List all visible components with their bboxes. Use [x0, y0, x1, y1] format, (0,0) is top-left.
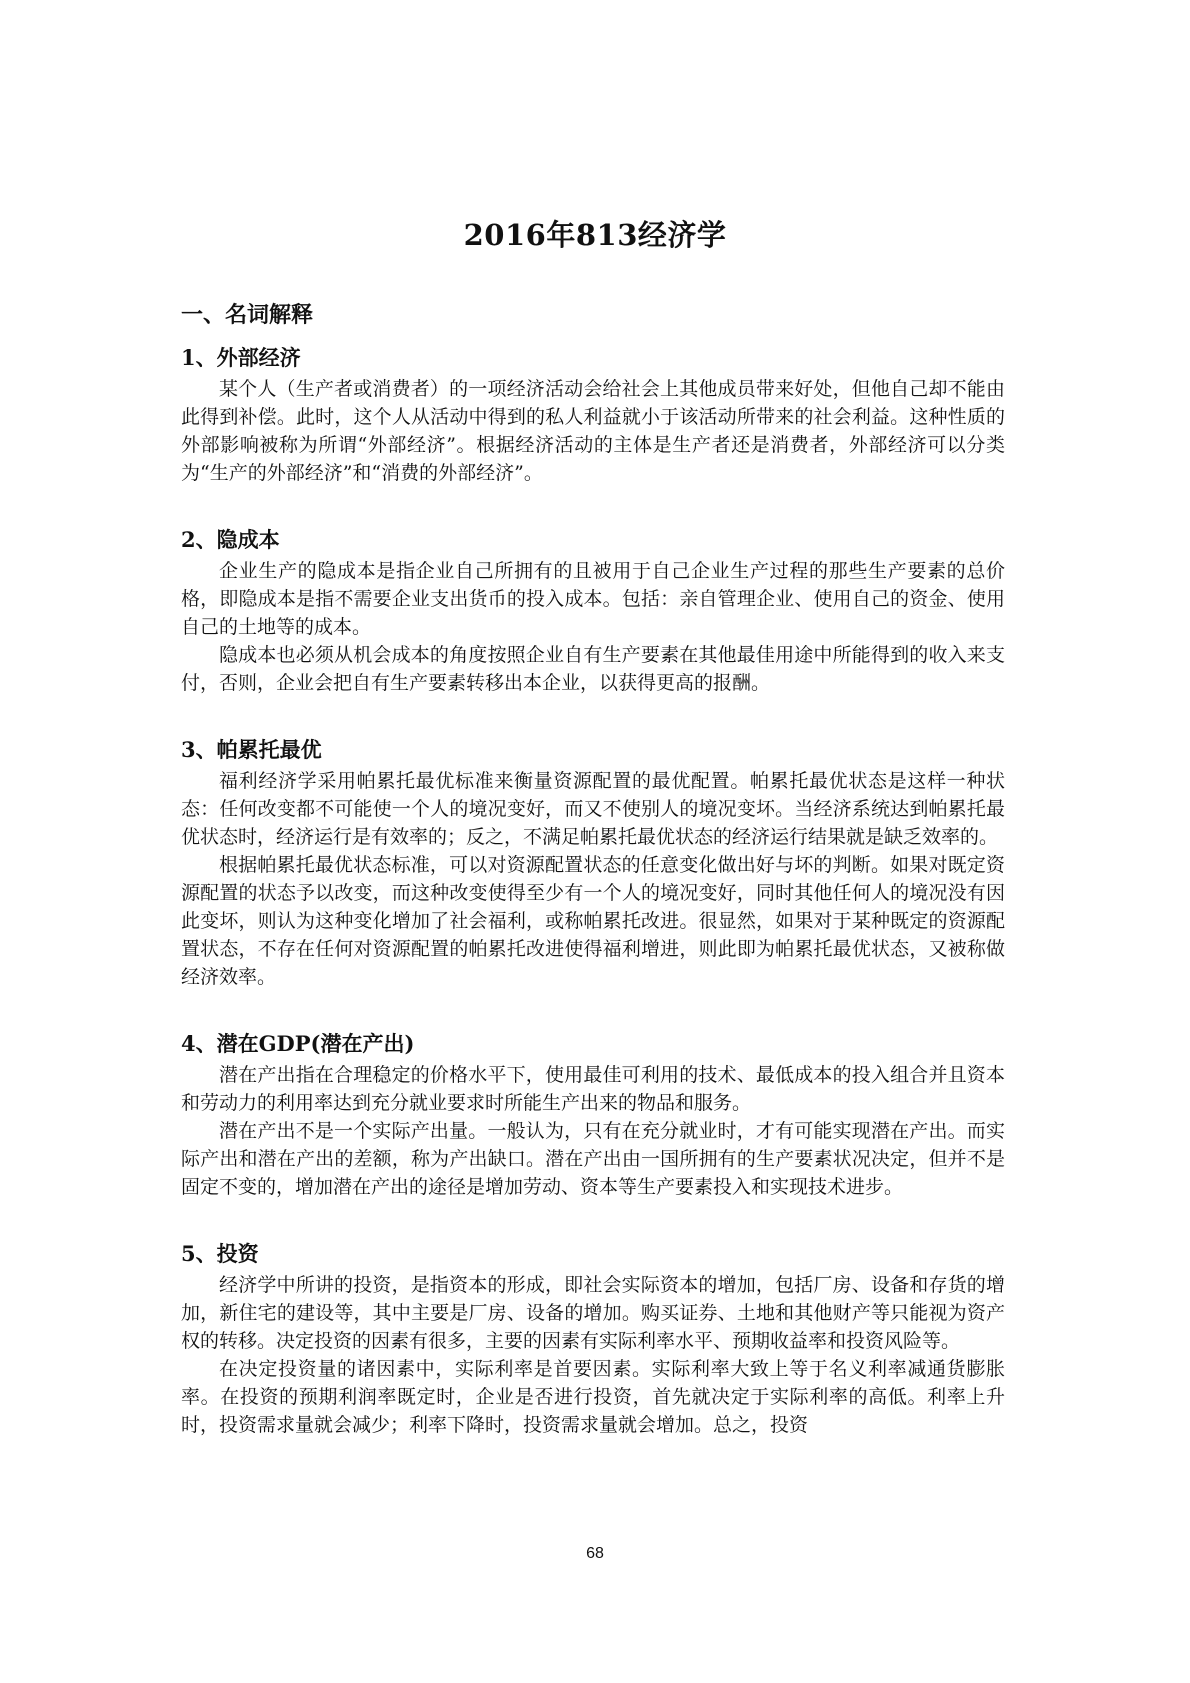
- term-paragraph: 潜在产出指在合理稳定的价格水平下，使用最佳可利用的技术、最低成本的投入组合并且资本和劳动力的利用率达到充分就业要求时所能生产出来的物品和服务。: [181, 1064, 1005, 1114]
- term-implicit-cost: [181, 525, 1005, 697]
- term-heading: 5、投资: [181, 1241, 259, 1266]
- term-paragraph: 福利经济学采用帕累托最优标准来衡量资源配置的最优配置。帕累托最优状态是这样一种状态：任何改变都不可能使一个人的境况变好，而又不使别人的境况变坏。当经济系统达到帕累托最优状态时，经济运行是有效率的；反之，不满足帕累托最优状态的经济运行结果就是缺乏效率的。: [181, 770, 1005, 848]
- term-paragraph: 潜在产出不是一个实际产出量。一般认为，只有在充分就业时，才有可能实现潜在产出。而实际产出和潜在产出的差额，称为产出缺口。潜在产出由一国所拥有的生产要素状况决定，但并不是固定不变的，增加潜在产出的途径是增加劳动、资本等生产要素投入和实现技术进步。: [181, 1120, 1005, 1198]
- term-heading: 2、隐成本: [181, 527, 280, 552]
- term-potential-gdp: [181, 1029, 1005, 1201]
- term-paragraph: 某个人（生产者或消费者）的一项经济活动会给社会上其他成员带来好处，但他自己却不能由此得到补偿。此时，这个人从活动中得到的私人利益就小于该活动所带来的社会利益。这种性质的外部影响被称为所谓“外部经济”。根据经济活动的主体是生产者还是消费者，外部经济可以分类为“生产的外部经济”和“消费的外部经济”。: [181, 378, 1005, 484]
- term-paragraph: 隐成本也必须从机会成本的角度按照企业自有生产要素在其他最佳用途中所能得到的收入来支付，否则，企业会把自有生产要素转移出本企业，以获得更高的报酬。: [181, 644, 1005, 694]
- term-pareto-optimal: [181, 735, 1005, 991]
- term-external-economy: [181, 343, 1005, 487]
- term-heading: 1、外部经济: [181, 345, 301, 370]
- term-paragraph: 经济学中所讲的投资，是指资本的形成，即社会实际资本的增加，包括厂房、设备和存货的增加，新住宅的建设等，其中主要是厂房、设备的增加。购买证券、土地和其他财产等只能视为资产权的转移。决定投资的因素有很多，主要的因素有实际利率水平、预期收益率和投资风险等。: [181, 1274, 1005, 1352]
- section-heading: 一、名词解释: [181, 302, 314, 328]
- term-heading: 3、帕累托最优: [181, 737, 322, 762]
- page-number: 68: [586, 1545, 604, 1562]
- term-paragraph: 在决定投资量的诸因素中，实际利率是首要因素。实际利率大致上等于名义利率减通货膨胀率。在投资的预期利润率既定时，企业是否进行投资，首先就决定于实际利率的高低。利率上升时，投资需求量就会减少；利率下降时，投资需求量就会增加。总之，投资: [181, 1358, 1005, 1436]
- term-heading: 4、潜在GDP(潜在产出): [181, 1031, 415, 1056]
- term-paragraph: 根据帕累托最优状态标准，可以对资源配置状态的任意变化做出好与坏的判断。如果对既定资源配置的状态予以改变，而这种改变使得至少有一个人的境况变好，同时其他任何人的境况没有因此变坏，则认为这种变化增加了社会福利，或称帕累托改进。很显然，如果对于某种既定的资源配置状态，不存在任何对资源配置的帕累托改进使得福利增进，则此即为帕累托最优状态，又被称做经济效率。: [181, 854, 1005, 988]
- document-title: 2016年813经济学: [463, 218, 727, 252]
- term-paragraph: 企业生产的隐成本是指企业自己所拥有的且被用于自己企业生产过程的那些生产要素的总价格，即隐成本是指不需要企业支出货币的投入成本。包括：亲自管理企业、使用自己的资金、使用自己的土地等的成本。: [181, 560, 1005, 638]
- document-body: [181, 299, 1005, 1477]
- term-investment: [181, 1239, 1005, 1439]
